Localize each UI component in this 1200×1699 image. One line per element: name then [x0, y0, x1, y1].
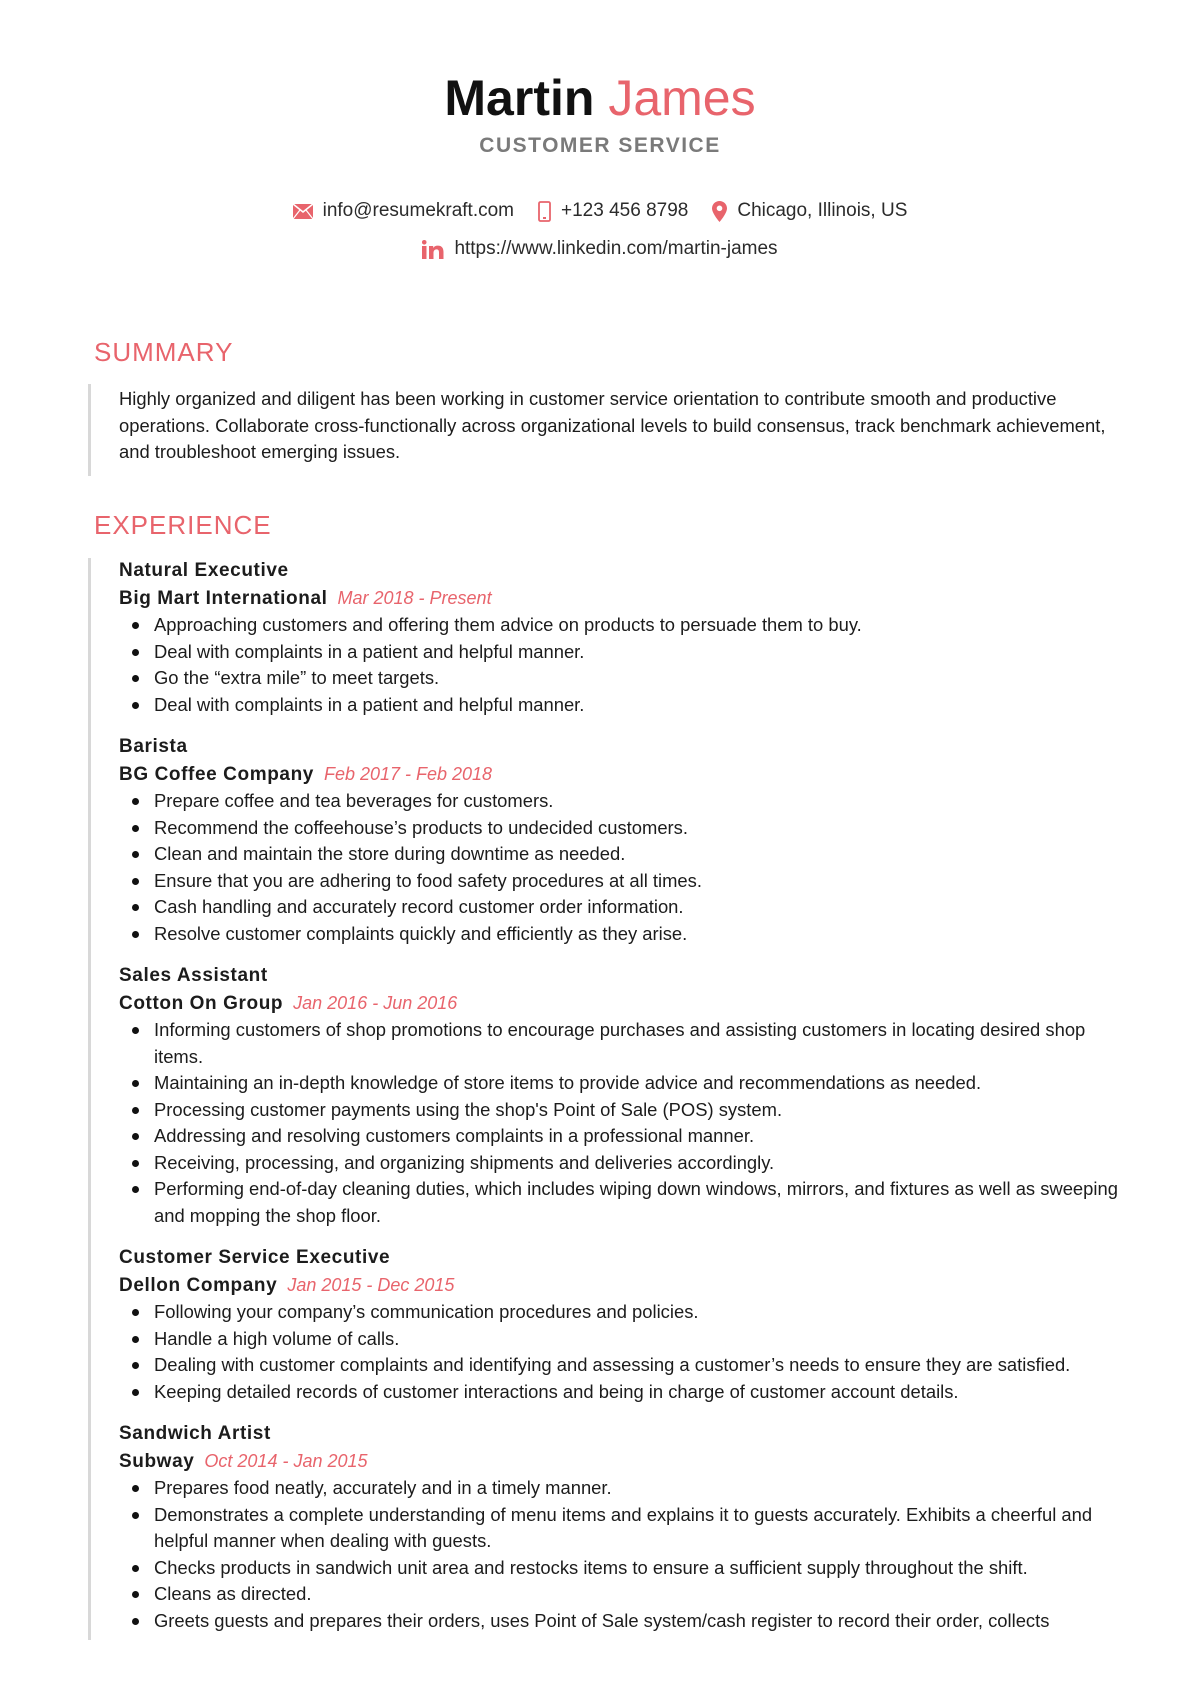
experience-heading: EXPERIENCE — [94, 510, 272, 540]
job-entry — [119, 1245, 1139, 1405]
linkedin-icon — [422, 240, 444, 259]
company-line — [119, 990, 1139, 1018]
company-name: Big Mart International — [119, 587, 328, 609]
bullet-item: Processing customer payments using the shop's Point of Sale (POS) system. — [119, 1097, 1139, 1124]
last-name: James — [608, 70, 756, 126]
experience-list — [119, 558, 1139, 1650]
bullet-item: Informing customers of shop promotions to encourage purchases and assisting customers in locating desired shop items. — [119, 1017, 1139, 1070]
job-dates: Jan 2015 - Dec 2015 — [287, 1274, 455, 1295]
job-bullets — [119, 1475, 1139, 1634]
company-name: Dellon Company — [119, 1274, 278, 1296]
location-text: Chicago, Illinois, US — [737, 200, 908, 221]
bullet-item: Following your company’s communication procedures and policies. — [119, 1299, 1139, 1326]
linkedin-text: https://www.linkedin.com/martin-james — [454, 238, 778, 259]
company-name: BG Coffee Company — [119, 763, 314, 785]
company-name: Cotton On Group — [119, 992, 284, 1014]
experience-divider-bar — [88, 558, 91, 1640]
bullet-item: Maintaining an in-depth knowledge of store items to provide advice and recommendations as needed. — [119, 1070, 1139, 1097]
bullet-item: Approaching customers and offering them advice on products to persuade them to buy. — [119, 612, 1139, 639]
phone-text: +123 456 8798 — [561, 200, 689, 221]
email-text: info@resumekraft.com — [322, 200, 515, 221]
job-entry — [119, 734, 1139, 947]
job-dates: Feb 2017 - Feb 2018 — [323, 763, 493, 784]
bullet-item: Ensure that you are adhering to food safety procedures at all times. — [119, 868, 1139, 895]
bullet-item: Cash handling and accurately record customer order information. — [119, 894, 1139, 921]
bullet-item: Checks products in sandwich unit area and restocks items to ensure a sufficient supply throughout the shift. — [119, 1555, 1139, 1582]
bullet-item: Receiving, processing, and organizing shipments and deliveries accordingly. — [119, 1150, 1139, 1177]
contact-row-linkedin — [0, 238, 1200, 260]
bullet-item: Performing end-of-day cleaning duties, which includes wiping down windows, mirrors, and fixtures as well as sweeping and mopping the shop floor. — [119, 1176, 1139, 1229]
job-title: Customer Service Executive — [119, 1247, 391, 1268]
job-entry — [119, 1421, 1139, 1634]
job-entry — [119, 558, 1139, 718]
company-line — [119, 1448, 1139, 1476]
map-pin-icon — [712, 201, 727, 222]
company-name: Subway — [119, 1450, 195, 1472]
job-bullets — [119, 1017, 1139, 1229]
job-title: Barista — [119, 736, 188, 757]
mobile-phone-icon — [538, 201, 551, 222]
job-bullets — [119, 612, 1139, 718]
summary-divider-bar — [88, 384, 91, 476]
contact-email[interactable] — [293, 200, 514, 222]
summary-heading: SUMMARY — [94, 337, 234, 367]
job-dates: Oct 2014 - Jan 2015 — [204, 1450, 368, 1471]
job-bullets — [119, 788, 1139, 947]
bullet-item: Deal with complaints in a patient and helpful manner. — [119, 692, 1139, 719]
job-bullets — [119, 1299, 1139, 1405]
bullet-item: Prepares food neatly, accurately and in a timely manner. — [119, 1475, 1139, 1502]
summary-text: Highly organized and diligent has been working in customer service orientation to contribute smooth and productive operations. Collaborate cross-functionally across organizational levels to build consensus, track benchmark achievement, and troubleshoot emerging issues. — [119, 388, 1106, 462]
company-line — [119, 585, 1139, 613]
job-title: Sales Assistant — [119, 965, 268, 986]
bullet-item: Addressing and resolving customers complaints in a professional manner. — [119, 1123, 1139, 1150]
bullet-item: Demonstrates a complete understanding of menu items and explains it to guests accurately. Exhibits a cheerful and helpful manner when dealing with guests. — [119, 1502, 1139, 1555]
bullet-item: Prepare coffee and tea beverages for customers. — [119, 788, 1139, 815]
job-role: CUSTOMER SERVICE — [479, 134, 721, 157]
contact-linkedin[interactable] — [422, 238, 777, 260]
bullet-item: Keeping detailed records of customer interactions and being in charge of customer account details. — [119, 1379, 1139, 1406]
contact-row — [0, 200, 1200, 222]
job-dates: Jan 2016 - Jun 2016 — [293, 992, 458, 1013]
job-title: Natural Executive — [119, 560, 289, 581]
first-name: Martin — [444, 70, 595, 126]
contact-phone[interactable] — [538, 200, 688, 222]
company-line — [119, 1272, 1139, 1300]
job-title: Sandwich Artist — [119, 1423, 271, 1444]
resume-header — [0, 68, 1200, 158]
candidate-name — [0, 68, 1200, 128]
bullet-item: Greets guests and prepares their orders, uses Point of Sale system/cash register to record their order, collects — [119, 1608, 1139, 1635]
bullet-item: Cleans as directed. — [119, 1581, 1139, 1608]
bullet-item: Deal with complaints in a patient and helpful manner. — [119, 639, 1139, 666]
bullet-item: Go the “extra mile” to meet targets. — [119, 665, 1139, 692]
job-dates: Mar 2018 - Present — [337, 587, 492, 608]
bullet-item: Clean and maintain the store during downtime as needed. — [119, 841, 1139, 868]
job-entry — [119, 963, 1139, 1229]
company-line — [119, 761, 1139, 789]
bullet-item: Handle a high volume of calls. — [119, 1326, 1139, 1353]
envelope-icon — [293, 204, 313, 219]
bullet-item: Resolve customer complaints quickly and efficiently as they arise. — [119, 921, 1139, 948]
contact-location[interactable] — [712, 200, 907, 222]
bullet-item: Dealing with customer complaints and identifying and assessing a customer’s needs to ensure they are satisfied. — [119, 1352, 1139, 1379]
bullet-item: Recommend the coffeehouse’s products to undecided customers. — [119, 815, 1139, 842]
